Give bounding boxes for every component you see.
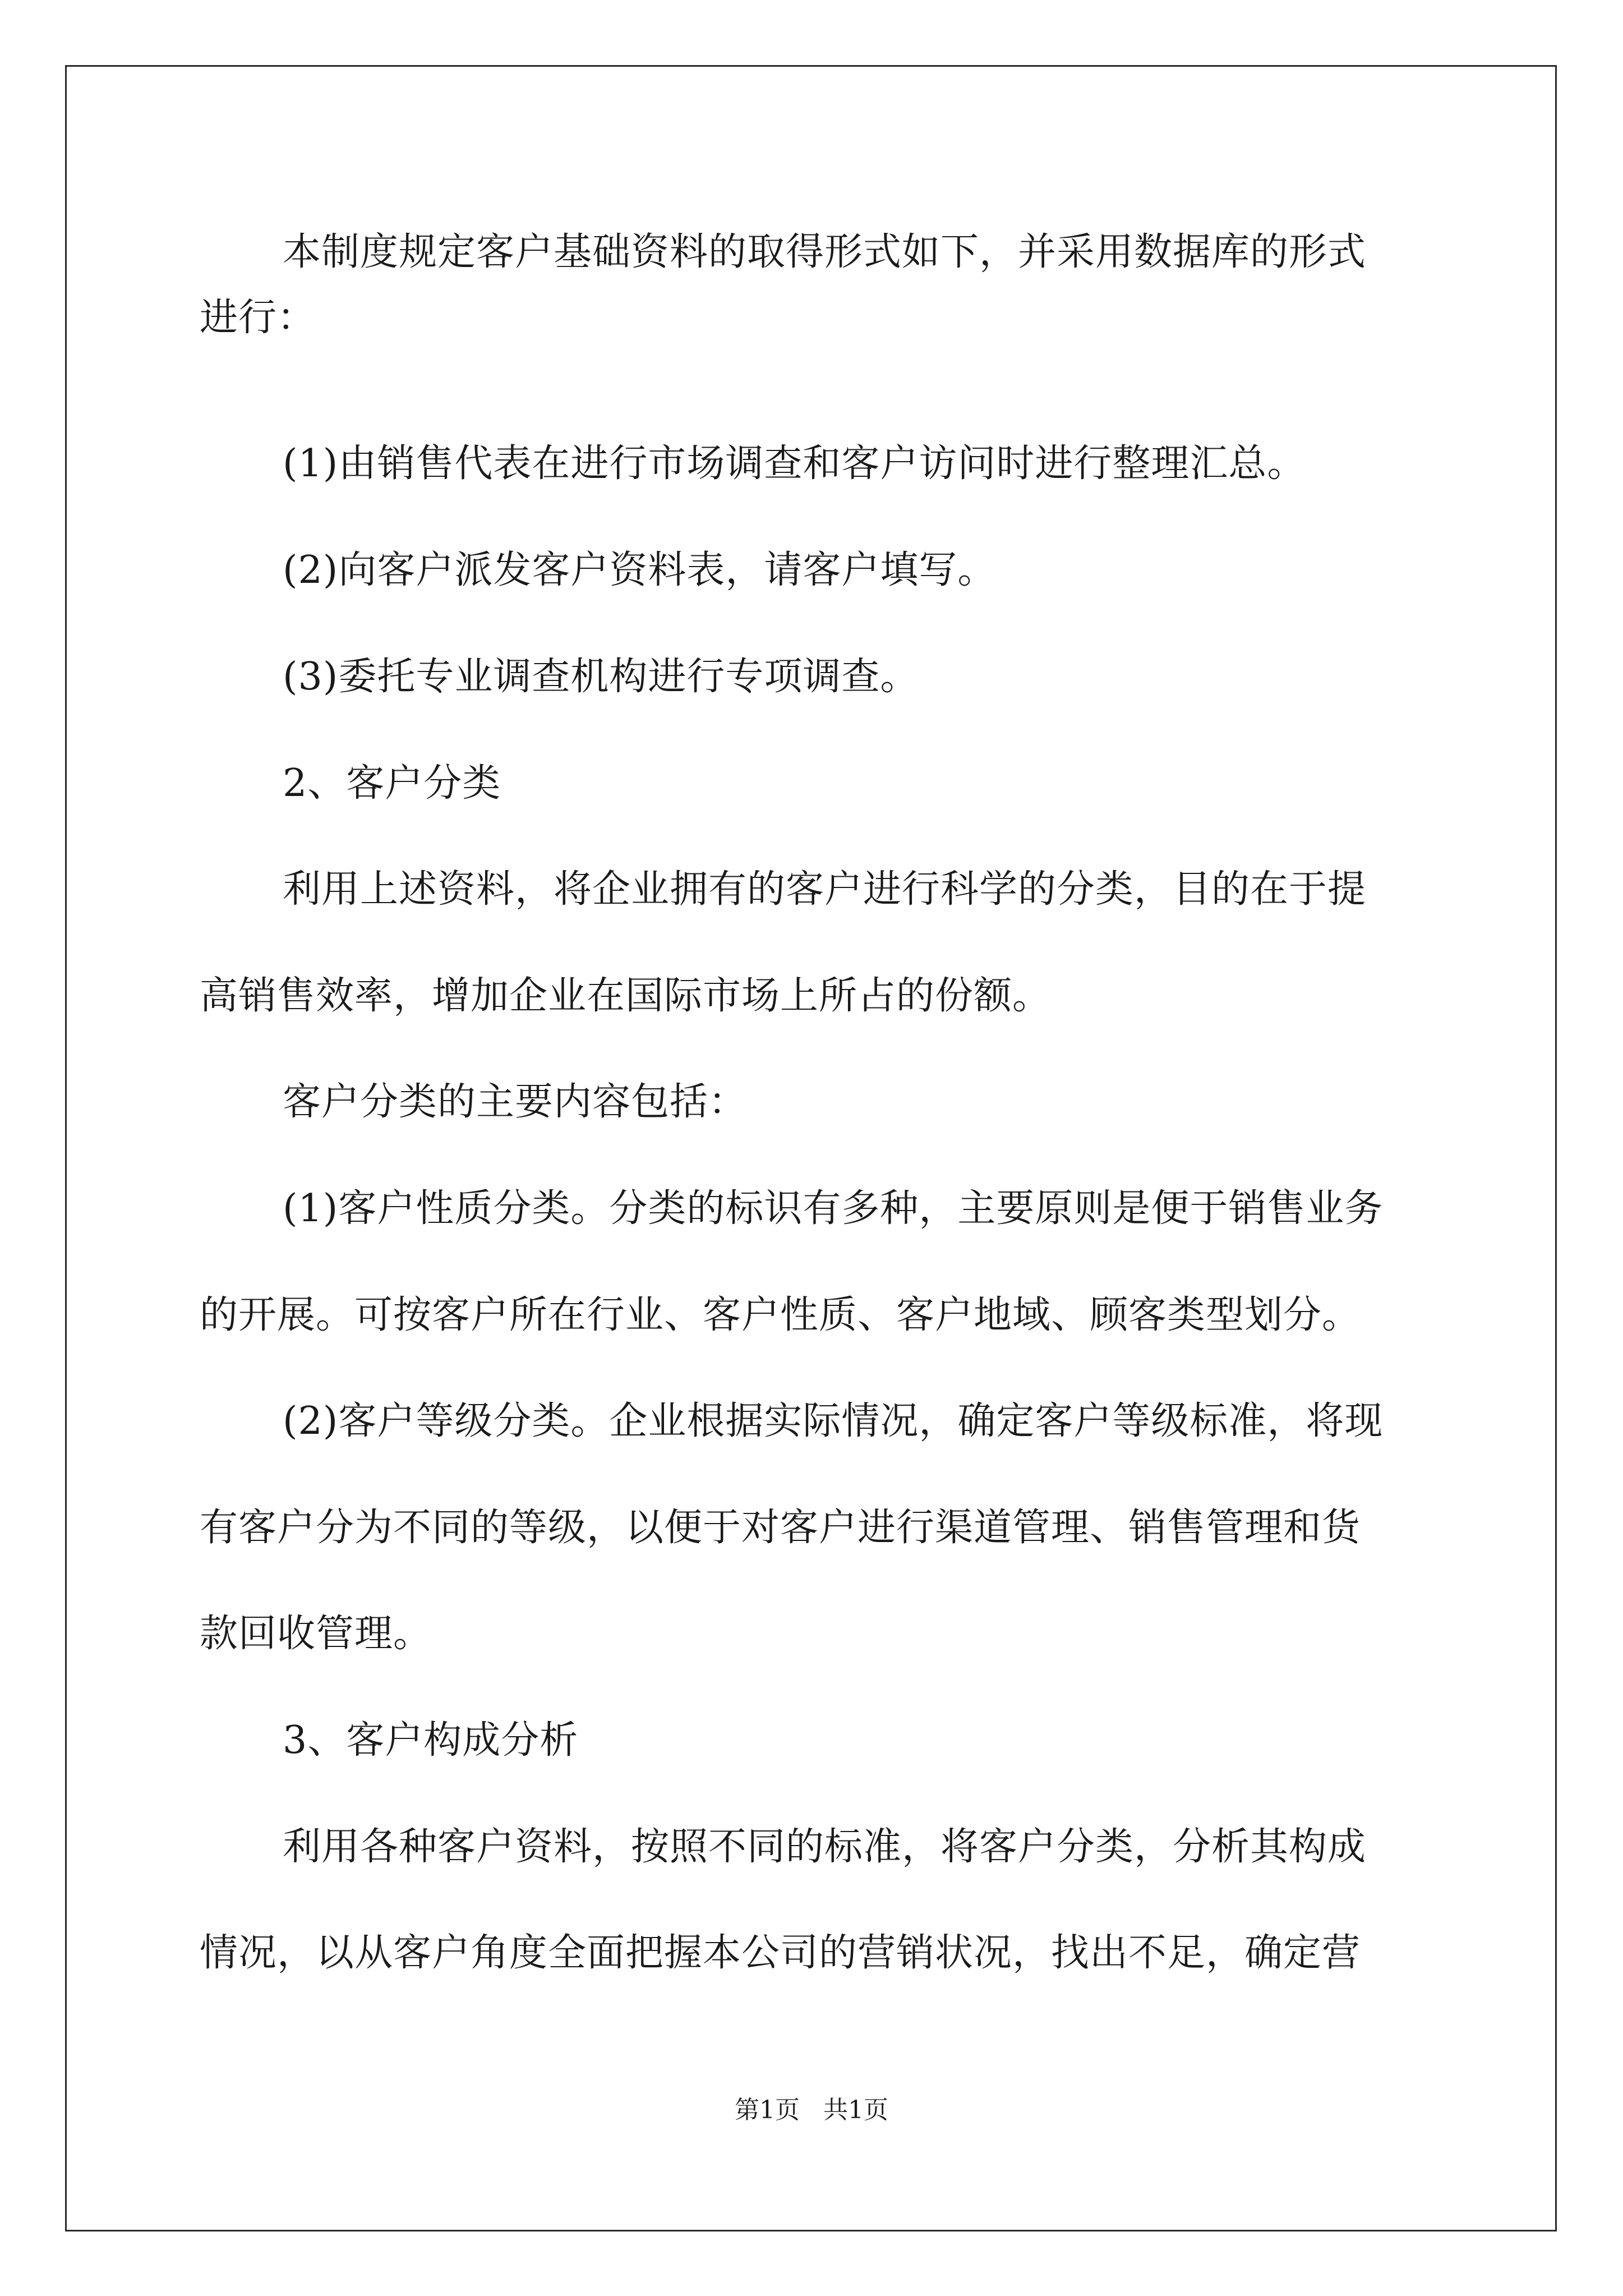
page-total: 共1页 bbox=[823, 2096, 888, 2124]
paragraph-line: 款回收管理。 bbox=[200, 1612, 432, 1656]
paragraph-line: 本制度规定客户基础资料的取得形式如下，并采用数据库的形式 bbox=[283, 230, 1367, 274]
page-footer bbox=[0, 2095, 1623, 2126]
paragraph-line: 利用上述资料，将企业拥有的客户进行科学的分类，目的在于提 bbox=[283, 867, 1367, 912]
paragraph-line: (2)客户等级分类。企业根据实际情况，确定客户等级标准，将现 bbox=[283, 1399, 1384, 1443]
paragraph-line: 利用各种客户资料，按照不同的标准，将客户分类，分析其构成 bbox=[283, 1825, 1367, 1869]
page-border bbox=[65, 65, 1557, 2231]
paragraph-line: (1)客户性质分类。分类的标识有多种，主要原则是便于销售业务 bbox=[283, 1186, 1384, 1231]
paragraph-line: (1)由销售代表在进行市场调查和客户访问时进行整理汇总。 bbox=[283, 441, 1306, 486]
page-number: 第1页 bbox=[735, 2096, 800, 2124]
paragraph-line: 有客户分为不同的等级，以便于对客户进行渠道管理、销售管理和货 bbox=[200, 1506, 1361, 1550]
paragraph-line: (3)委托专业调查机构进行专项调查。 bbox=[283, 655, 919, 699]
paragraph-line: 高销售效率，增加企业在国际市场上所占的份额。 bbox=[200, 974, 1052, 1018]
paragraph-line: 客户分类的主要内容包括： bbox=[283, 1080, 748, 1124]
section-heading: 2、客户分类 bbox=[283, 761, 501, 806]
paragraph-line: 的开展。可按客户所在行业、客户性质、客户地域、顾客类型划分。 bbox=[200, 1293, 1361, 1337]
section-heading: 3、客户构成分析 bbox=[283, 1718, 579, 1763]
paragraph-line: (2)向客户派发客户资料表，请客户填写。 bbox=[283, 548, 997, 592]
paragraph-line: 情况，以从客户角度全面把握本公司的营销状况，找出不足，确定营 bbox=[200, 1931, 1361, 1975]
paragraph-line: 进行： bbox=[200, 296, 316, 340]
